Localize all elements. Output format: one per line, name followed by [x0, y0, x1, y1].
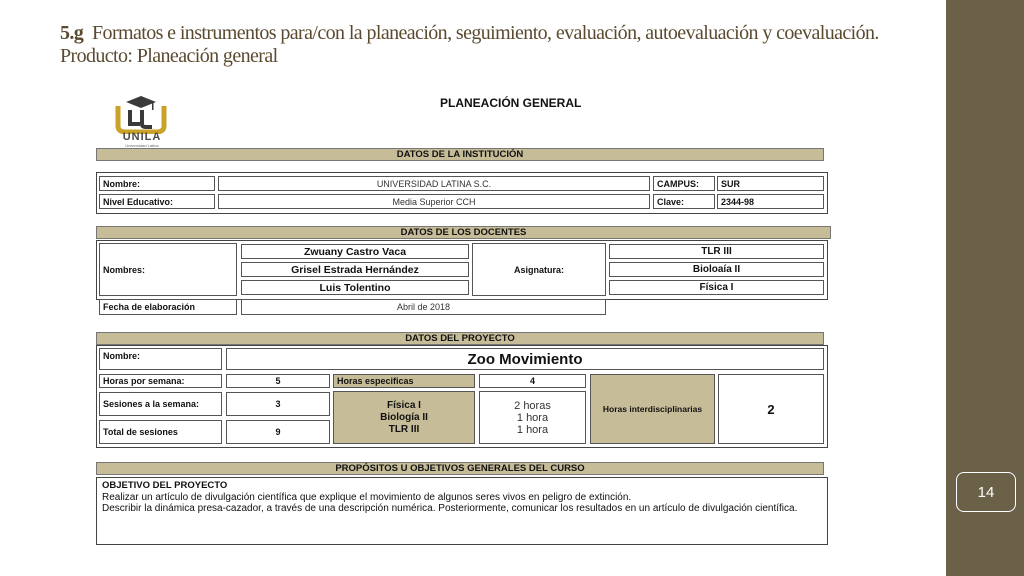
logo-tagline: Universidad Latina [125, 143, 159, 148]
institution-name-value: UNIVERSIDAD LATINA S.C. [218, 176, 650, 191]
date-label: Fecha de elaboración [99, 299, 237, 315]
key-label: Clave: [653, 194, 715, 209]
total-sessions-label: Total de sesiones [99, 420, 222, 444]
level-label: Nivel Educativo: [99, 194, 215, 209]
project-subject-hours [479, 391, 586, 444]
page-number: 14 [956, 472, 1016, 512]
project-subject-2: Biología II [380, 411, 428, 423]
teachers-heading: DATOS DE LOS DOCENTES [96, 226, 831, 239]
teachers-names-label: Nombres: [99, 243, 237, 296]
project-heading: DATOS DEL PROYECTO [96, 332, 824, 345]
hours-week-label: Horas por semana: [99, 374, 222, 388]
interdisciplinary-value: 2 [718, 374, 824, 444]
objective-line-2: Describir la dinámica presa-cazador, a través de una descripción numérica. Posteriormente, comunicar los resultados en un artículo de divulgación científica. [102, 503, 798, 514]
specific-hours-label: Horas especificas [333, 374, 475, 388]
teacher-name-1: Zwuany Castro Vaca [241, 244, 469, 259]
logo-name: UNILA [122, 131, 162, 143]
slide-title-number: 5.g [60, 22, 84, 44]
hours-week-value: 5 [226, 374, 330, 388]
subject-1: TLR III [609, 244, 824, 259]
objective-box [96, 477, 828, 545]
campus-label: CAMPUS: [653, 176, 715, 191]
objective-label: OBJETIVO DEL PROYECTO [102, 480, 228, 491]
purposes-heading: PROPÓSITOS U OBJETIVOS GENERALES DEL CURSO [96, 462, 824, 475]
project-name-value: Zoo Movimiento [226, 348, 824, 370]
subject-hours-1: 2 horas [514, 399, 551, 412]
teacher-name-3: Luis Tolentino [241, 280, 469, 295]
project-subject-1: Física I [387, 399, 421, 411]
sessions-week-value: 3 [226, 392, 330, 416]
slide-subtitle: Producto: Planeación general [60, 45, 278, 67]
sessions-week-label: Sesiones a la semana: [99, 392, 222, 416]
key-value: 2344-98 [717, 194, 824, 209]
teacher-name-2: Grisel Estrada Hernández [241, 262, 469, 277]
interdisciplinary-label: Horas interdisciplinarias [590, 374, 715, 444]
objective-line-1: Realizar un artículo de divulgación científica que explique el movimiento de algunos seres vivos en peligro de extinción. [102, 491, 632, 503]
document-title: PLANEACIÓN GENERAL [440, 96, 582, 110]
total-sessions-value: 9 [226, 420, 330, 444]
project-subjects [333, 391, 475, 444]
project-name-label: Nombre: [99, 348, 222, 370]
campus-value: SUR [717, 176, 824, 191]
slide-title [60, 22, 940, 68]
subject-hours-3: 1 hora [516, 423, 549, 436]
specific-hours-value: 4 [479, 374, 586, 388]
subject-label: Asignatura: [472, 243, 606, 296]
subject-2: Bioloaía II [609, 262, 824, 277]
date-value: Abril de 2018 [241, 299, 606, 315]
subject-hours-2: 1 hora [516, 411, 549, 424]
project-subject-3: TLR III [388, 423, 420, 435]
institution-name-label: Nombre: [99, 176, 215, 191]
slide-title-text: Formatos e instrumentos para/con la planeación, seguimiento, evaluación, autoevaluación y coevaluación. [92, 22, 879, 44]
level-value: Media Superior CCH [218, 194, 650, 209]
subject-3: Física I [609, 280, 824, 295]
institution-heading: DATOS DE LA INSTITUCIÓN [96, 148, 824, 161]
